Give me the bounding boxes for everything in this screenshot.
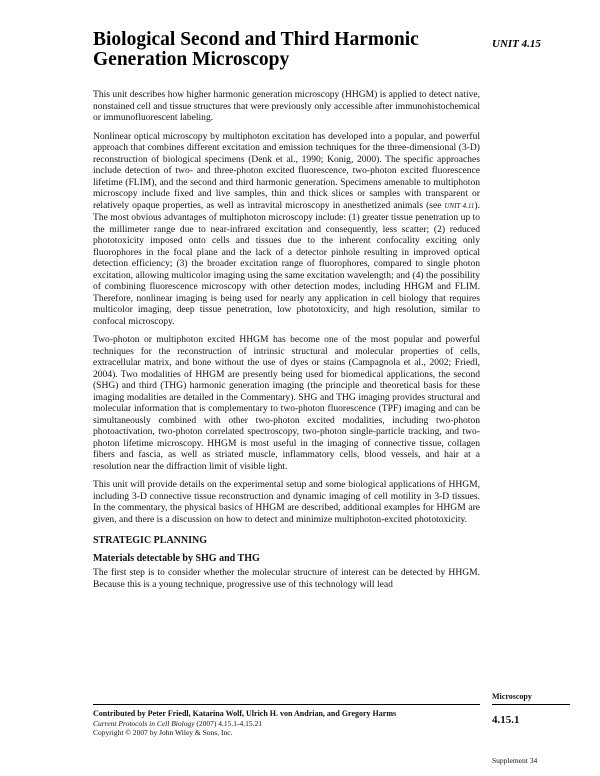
copyright-line: Copyright © 2007 by John Wiley & Sons, Inc. [93,728,233,737]
materials-paragraph: The first step is to consider whether the molecular structure of interest can be detected by HHGM. Because this is a young technique, progressive use of this technology will lead [93,567,480,590]
section-heading: STRATEGIC PLANNING [93,535,207,546]
unit-label: UNIT 4.15 [492,38,541,50]
paragraph-text: ). The most obvious advantages of multiphoton microscopy include: (1) greater tissue penetration up to the millimeter range due to near-infrared excitation and consequently, less scatter; (2) reduced phototoxicity imposed onto cells and tissues due to the inherent confocality exciting only fluorophores in the focal plane and the lack of a detector pinhole resulting in improved optical detection efficiency; (3) the broader excitation range of fluorophores, compared to single photon excitation, allowing multicolor imaging using the same excitation wavelength; and (4) the possibility of combining fluorescence microscopy with other detection modes, including HHGM and FLIM. Therefore, nonlinear imaging is being used for nearly any application in cell biology that requires multicolor imaging, deep tissue penetration, low phototoxicity, and high resolution, similar to confocal microscopy. [93,199,480,327]
section-name: Microscopy [492,692,532,701]
article-title: Biological Second and Third Harmonic Generation Microscopy [93,29,419,70]
multiphoton-paragraph [93,131,480,328]
supplement-label: Supplement 34 [492,756,538,765]
citation-range: (2007) 4.15.1-4.15.21 [194,718,263,728]
citation-line [93,719,480,729]
body-column [93,89,480,597]
author-credits: Contributed by Peter Friedl, Katarina Wolf, Ulrich H. von Andrian, and Gregory Harms [93,709,397,718]
hhgm-paragraph: Two-photon or multiphoton excited HHGM has become one of the most popular and powerful techniques for the reconstruction of intrinsic structural and molecular properties of cells, extracellular matrix, and bone without the use of dyes or stains (Campagnola et al., 2002; Friedl, 2004). Two modalities of HHGM are presently being used for biomedical applications, the second (SHG) and third (THG) harmonic generation imaging (the principle and theoretical basis for these imaging modalities are detailed in the Commentary). SHG and THG imaging provides structural and molecular information that is complementary to two-photon fluorescence (TPF) imaging and can be simultaneously combined with other two-photon excited modalities, including two-photon photoactivation, two-photon correlated spectroscopy, two-photon single-particle tracking, and two-photon lifetime microscopy. HHGM is most useful in the imaging of connective tissue, collagen fibers and fascia, as well as striated muscle, inflammatory cells, blood vessels, and hair at a resolution near the diffraction limit of visible light. [93,334,480,472]
journal-name: Current Protocols in Cell Biology [93,718,195,728]
sidebar-divider [492,704,570,705]
unit-overview-paragraph: This unit will provide details on the experimental setup and some biological applications of HHGM, including 3-D connective tissue reconstruction and dynamic imaging of cell motility in 3-D tissues. In the commentary, the physical basics of HHGM are described, additional examples for HHGM are given, and there is a discussion on how to detect and minimize multiphoton-excited phototoxicity. [93,479,480,525]
paragraph-text: Nonlinear optical microscopy by multiphoton excitation has developed into a popular, and powerful approach that combines different excitation and emission techniques for the three-dimensional (3-D) reconstruction of biological specimens (Denk et al., 1990; Konig, 2000). The specific approaches include detection of two- and three-photon excited fluorescence, two-photon excited fluorescence lifetime (FLIM), and the second and third harmonic generation. Specimens amenable to multiphoton microscopy include fixed and live samples, thin and thick slices or samples with transparent or relatively opaque properties, as well as intravital microscopy in anesthetized animals (see [93,130,480,211]
page-number: 4.15.1 [492,714,520,726]
subsection-heading: Materials detectable by SHG and THG [93,552,260,564]
footer-divider [93,704,480,705]
footer [93,709,480,738]
intro-paragraph: This unit describes how higher harmonic generation microscopy (HHGM) is applied to detect native, nonstained cell and tissue structures that were previously only accessible after immunohistochemical or immunofluorescent labeling. [93,89,480,123]
unit-cross-reference: UNIT 4.11 [444,201,475,210]
